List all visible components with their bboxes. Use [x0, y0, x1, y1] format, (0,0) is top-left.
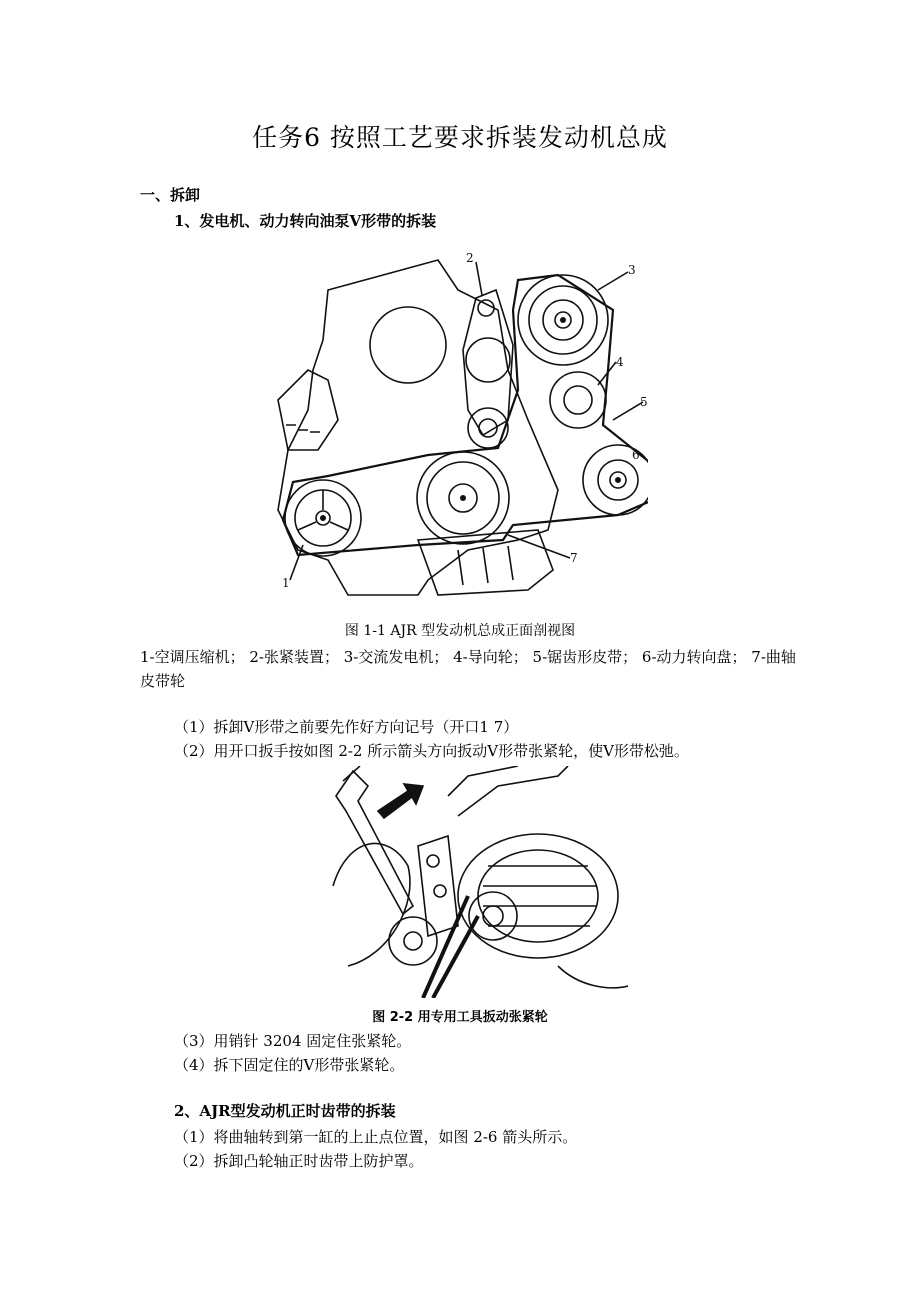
step-2: （2）用开口扳手按如图 2-2 所示箭头方向扳动V形带张紧轮，使V形带松弛。 [174, 742, 689, 760]
page-title: 任务6 按照工艺要求拆装发动机总成 [252, 123, 668, 152]
step-1: （1）拆卸V形带之前要先作好方向记号（开口1 7） [174, 718, 519, 736]
callout-6: 6 [632, 448, 640, 462]
figure2-caption: 图 2-2 用专用工具扳动张紧轮 [372, 1010, 548, 1025]
callout-5: 5 [640, 395, 648, 409]
callout-2: 2 [466, 251, 474, 265]
callout-7: 7 [570, 551, 578, 565]
step-3: （3）用销针 3204 固定住张紧轮。 [174, 1032, 412, 1050]
subsection-heading-timing-belt: 2、AJR型发动机正时齿带的拆装 [174, 1102, 396, 1120]
callout-3: 3 [628, 263, 636, 277]
wrench-tensioner-figure [328, 766, 628, 998]
timing-step-1: （1）将曲轴转到第一缸的上止点位置，如图 2-6 箭头所示。 [174, 1128, 578, 1146]
engine-front-view-figure [268, 250, 648, 600]
callout-4: 4 [616, 355, 624, 369]
figure1-legend: 1-空调压缩机； 2-张紧装置； 3-交流发电机； 4-导向轮； 5-锯齿形皮带； 6-动力转向盘； 7-曲轴皮带轮 [140, 648, 796, 690]
callout-1: 1 [282, 576, 290, 590]
step-4: （4）拆下固定住的V形带张紧轮。 [174, 1056, 405, 1074]
section-heading-disassembly: 一、拆卸 [140, 186, 201, 204]
figure1-caption: 图 1-1 AJR 型发动机总成正面剖视图 [344, 623, 576, 639]
timing-step-2: （2）拆卸凸轮轴正时齿带上防护罩。 [174, 1152, 424, 1170]
subsection-heading-vbelt: 1、发电机、动力转向油泵V形带的拆装 [174, 212, 437, 230]
